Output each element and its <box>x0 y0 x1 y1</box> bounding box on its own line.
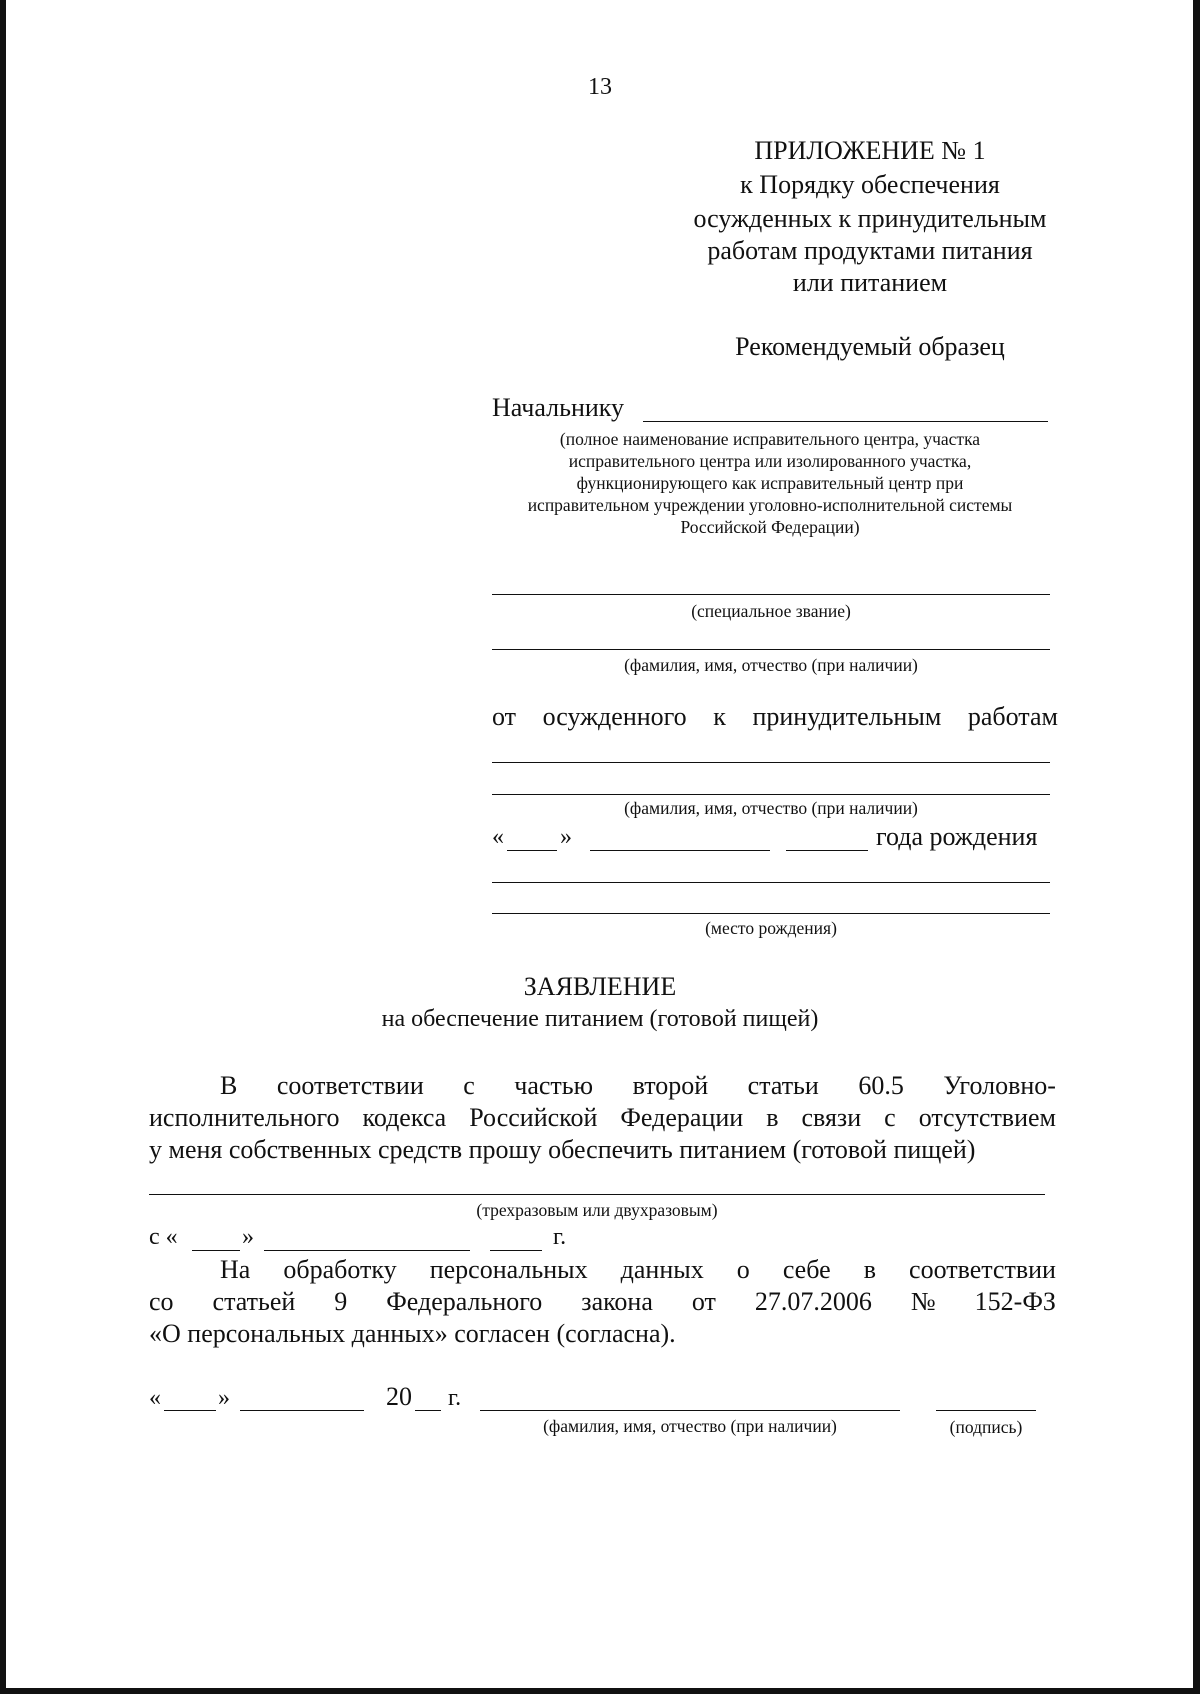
word: персональных <box>429 1255 588 1284</box>
birth-day-field[interactable] <box>507 850 557 851</box>
center-note-line: Российской Федерации) <box>680 517 860 537</box>
word: 152-ФЗ <box>974 1287 1056 1316</box>
center-note-line: исправительного центра или изолированного участка, <box>568 451 972 471</box>
to-label: Начальнику <box>492 393 625 422</box>
paragraph-2-line-3: «О персональных данных» согласен (согласна). <box>149 1319 676 1348</box>
word: со <box>149 1287 174 1316</box>
paragraph-1-line-3: у меня собственных средств прошу обеспечить питанием (готовой пищей) <box>149 1135 976 1164</box>
appendix-line-2: осужденных к принудительным <box>693 204 1047 233</box>
word: № <box>910 1287 936 1316</box>
word: 9 <box>334 1287 348 1316</box>
scan-border-right <box>1193 0 1200 1694</box>
sign-month-field[interactable] <box>240 1410 364 1411</box>
sign-fio-note: (фамилия, имя, отчество (при наличии) <box>543 1416 837 1436</box>
head-name-field[interactable] <box>643 421 1048 422</box>
word: обработку <box>283 1255 397 1284</box>
head-fio-note: (фамилия, имя, отчество (при наличии) <box>624 655 918 675</box>
word: частью <box>514 1071 594 1100</box>
from-line <box>492 702 1058 732</box>
word: второй <box>632 1071 709 1100</box>
page-number: 13 <box>588 74 612 100</box>
word: в <box>863 1255 876 1284</box>
convict-fio-field-1[interactable] <box>492 762 1050 763</box>
paragraph-1-line-1 <box>220 1071 1056 1101</box>
signature-field[interactable] <box>936 1410 1036 1411</box>
meal-type-field[interactable] <box>149 1194 1045 1195</box>
birth-year-suffix: года рождения <box>876 822 1038 851</box>
sign-date-quote-open: « <box>149 1385 161 1411</box>
since-month-field[interactable] <box>264 1250 470 1251</box>
head-fio-field[interactable] <box>492 649 1050 650</box>
from-word: работам <box>967 702 1058 731</box>
convict-fio-field-2[interactable] <box>492 794 1050 795</box>
meal-type-note: (трехразовым или двухразовым) <box>476 1200 718 1220</box>
word: соответствии <box>909 1255 1056 1284</box>
since-year-field[interactable] <box>490 1250 542 1251</box>
convict-fio-note: (фамилия, имя, отчество (при наличии) <box>624 798 918 818</box>
sign-date-quote-close: » <box>218 1385 230 1411</box>
sign-fio-field[interactable] <box>480 1410 900 1411</box>
word: В <box>220 1071 238 1100</box>
birth-quote-open: « <box>492 824 504 850</box>
from-word: от <box>492 702 517 731</box>
word: от <box>691 1287 716 1316</box>
word: о <box>736 1255 750 1284</box>
center-note-line: (полное наименование исправительного центра, участка <box>559 429 981 449</box>
birth-month-field[interactable] <box>590 850 770 851</box>
word: статьи <box>747 1071 819 1100</box>
word: 60.5 <box>858 1071 904 1100</box>
word: себе <box>782 1255 831 1284</box>
word: Уголовно- <box>943 1071 1056 1100</box>
appendix-line-1: к Порядку обеспечения <box>740 170 1000 199</box>
sample-label: Рекомендуемый образец <box>735 332 1005 361</box>
since-prefix: с « <box>149 1224 178 1250</box>
word: данных <box>620 1255 704 1284</box>
sign-year-field[interactable] <box>415 1410 441 1411</box>
sign-century: 20 <box>386 1382 412 1411</box>
center-note-line: исправительном учреждении уголовно-исполнительной системы <box>527 495 1013 515</box>
word: 27.07.2006 <box>754 1287 872 1316</box>
birth-quote-close: » <box>560 824 572 850</box>
since-day-field[interactable] <box>192 1250 240 1251</box>
appendix-line-3: работам продуктами питания <box>707 236 1033 265</box>
scan-border-left <box>0 0 6 1694</box>
birthplace-note: (место рождения) <box>705 918 837 938</box>
since-year-suffix: г. <box>553 1224 567 1250</box>
word: статьей <box>212 1287 296 1316</box>
birthplace-field-2[interactable] <box>492 913 1050 914</box>
statement-subtitle: на обеспечение питанием (готовой пищей) <box>381 1006 819 1032</box>
from-word: принудительным <box>752 702 942 731</box>
word: Федерального <box>386 1287 543 1316</box>
paragraph-1-line-2: исполнительного кодекса Российской Федерации в связи с отсутствием <box>149 1103 1056 1132</box>
word: На <box>220 1255 251 1284</box>
rank-field[interactable] <box>492 594 1050 595</box>
sign-year-suffix: г. <box>448 1385 462 1411</box>
paragraph-2-line-2 <box>149 1287 1056 1317</box>
statement-title: ЗАЯВЛЕНИЕ <box>523 972 677 1001</box>
word: с <box>463 1071 475 1100</box>
appendix-title: ПРИЛОЖЕНИЕ № 1 <box>754 136 986 165</box>
center-note <box>480 428 1060 538</box>
word: соответствии <box>276 1071 424 1100</box>
rank-note: (специальное звание) <box>691 601 851 621</box>
paragraph-2-line-1 <box>220 1255 1056 1285</box>
birth-year-field[interactable] <box>786 850 868 851</box>
signature-note: (подпись) <box>949 1417 1023 1437</box>
center-note-line: функционирующего как исправительный центр при <box>576 473 964 493</box>
scan-border-bottom <box>0 1688 1200 1694</box>
appendix-line-4: или питанием <box>792 268 948 297</box>
from-word: к <box>713 702 726 731</box>
sign-day-field[interactable] <box>164 1410 216 1411</box>
since-quote-close: » <box>242 1224 254 1250</box>
birthplace-field-1[interactable] <box>492 882 1050 883</box>
from-word: осужденного <box>542 702 687 731</box>
word: закона <box>581 1287 653 1316</box>
